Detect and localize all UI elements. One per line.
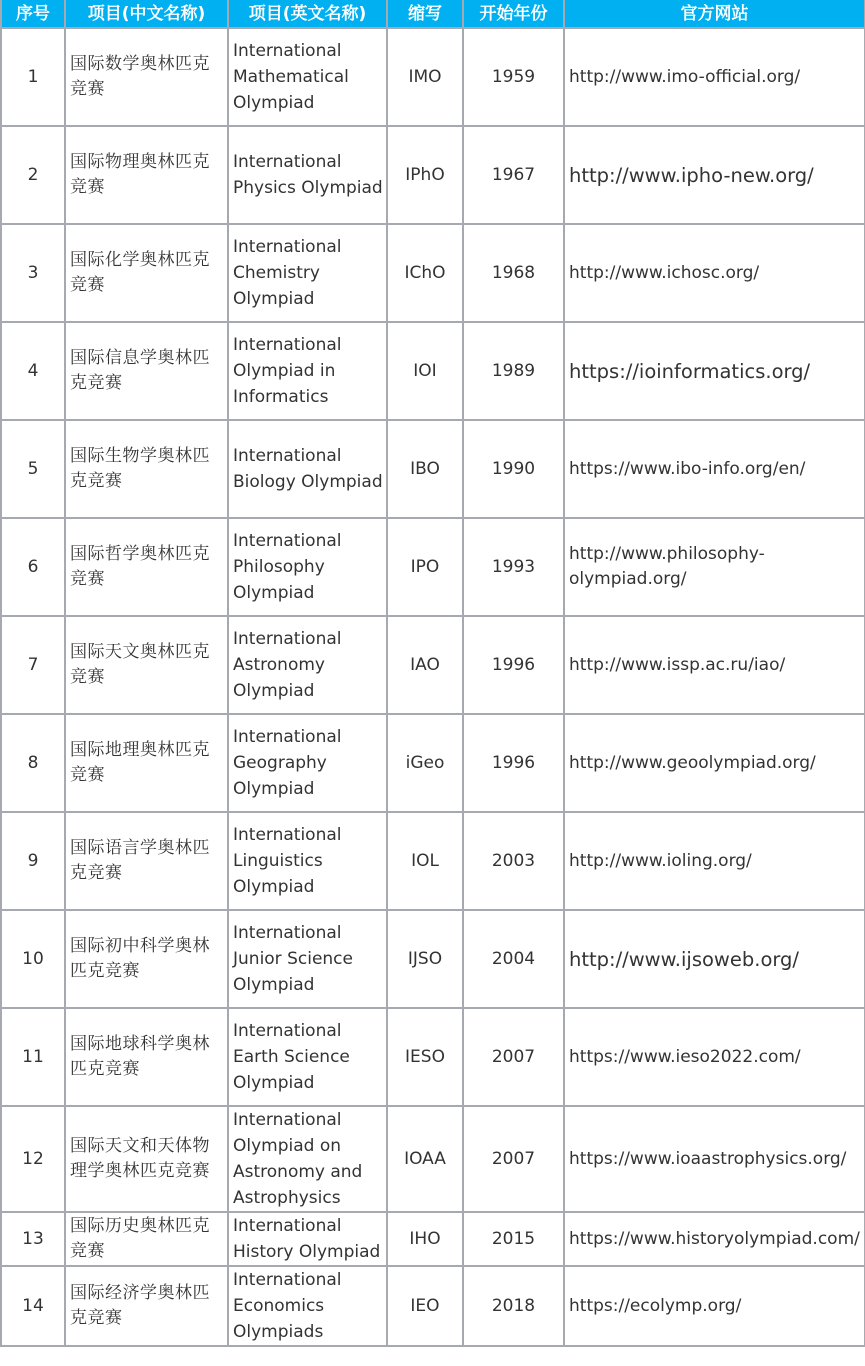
cell-chinese-name: 国际化学奥林匹克竞赛 bbox=[65, 224, 228, 322]
cell-english-name: International Mathematical Olympiad bbox=[228, 28, 387, 126]
cell-index: 10 bbox=[1, 910, 65, 1008]
cell-index: 11 bbox=[1, 1008, 65, 1106]
table-row bbox=[1, 1212, 865, 1266]
cell-website-link[interactable]: http://www.ioling.org/ bbox=[564, 812, 865, 910]
table-header-row bbox=[1, 0, 865, 28]
cell-abbreviation: IHO bbox=[387, 1212, 463, 1266]
cell-abbreviation: IOL bbox=[387, 812, 463, 910]
cell-abbreviation: IPhO bbox=[387, 126, 463, 224]
cell-chinese-name: 国际经济学奥林匹克竞赛 bbox=[65, 1266, 228, 1346]
cell-start-year: 1989 bbox=[463, 322, 564, 420]
table-row bbox=[1, 1266, 865, 1346]
cell-english-name: International Economics Olympiads bbox=[228, 1266, 387, 1346]
cell-index: 12 bbox=[1, 1106, 65, 1212]
cell-english-name: International Linguistics Olympiad bbox=[228, 812, 387, 910]
cell-start-year: 1968 bbox=[463, 224, 564, 322]
cell-start-year: 2018 bbox=[463, 1266, 564, 1346]
cell-chinese-name: 国际生物学奥林匹克竞赛 bbox=[65, 420, 228, 518]
cell-english-name: International History Olympiad bbox=[228, 1212, 387, 1266]
cell-start-year: 2007 bbox=[463, 1106, 564, 1212]
cell-chinese-name: 国际信息学奥林匹克竞赛 bbox=[65, 322, 228, 420]
cell-index: 6 bbox=[1, 518, 65, 616]
cell-chinese-name: 国际地球科学奥林匹克竞赛 bbox=[65, 1008, 228, 1106]
table-row bbox=[1, 224, 865, 322]
cell-start-year: 1996 bbox=[463, 714, 564, 812]
table-row bbox=[1, 616, 865, 714]
cell-start-year: 2015 bbox=[463, 1212, 564, 1266]
cell-chinese-name: 国际语言学奥林匹克竞赛 bbox=[65, 812, 228, 910]
cell-index: 3 bbox=[1, 224, 65, 322]
cell-website-link[interactable]: https://www.ioaastrophysics.org/ bbox=[564, 1106, 865, 1212]
cell-website-link[interactable]: http://www.philosophy-olympiad.org/ bbox=[564, 518, 865, 616]
cell-abbreviation: IEO bbox=[387, 1266, 463, 1346]
cell-english-name: International Olympiad on Astronomy and Astrophysics bbox=[228, 1106, 387, 1212]
cell-index: 2 bbox=[1, 126, 65, 224]
cell-website-link[interactable]: http://www.ipho-new.org/ bbox=[564, 126, 865, 224]
table-row bbox=[1, 420, 865, 518]
cell-chinese-name: 国际初中科学奥林匹克竞赛 bbox=[65, 910, 228, 1008]
table-row bbox=[1, 126, 865, 224]
cell-english-name: International Philosophy Olympiad bbox=[228, 518, 387, 616]
table-row bbox=[1, 714, 865, 812]
cell-index: 14 bbox=[1, 1266, 65, 1346]
cell-english-name: International Junior Science Olympiad bbox=[228, 910, 387, 1008]
cell-start-year: 1959 bbox=[463, 28, 564, 126]
cell-chinese-name: 国际数学奥林匹克竞赛 bbox=[65, 28, 228, 126]
cell-chinese-name: 国际天文和天体物理学奥林匹克竞赛 bbox=[65, 1106, 228, 1212]
cell-index: 5 bbox=[1, 420, 65, 518]
cell-chinese-name: 国际历史奥林匹克竞赛 bbox=[65, 1212, 228, 1266]
table-row bbox=[1, 28, 865, 126]
header-english-name: 项目(英文名称) bbox=[228, 0, 387, 28]
cell-abbreviation: IOAA bbox=[387, 1106, 463, 1212]
cell-abbreviation: IAO bbox=[387, 616, 463, 714]
cell-abbreviation: IPO bbox=[387, 518, 463, 616]
cell-english-name: International Olympiad in Informatics bbox=[228, 322, 387, 420]
cell-english-name: International Earth Science Olympiad bbox=[228, 1008, 387, 1106]
cell-english-name: International Physics Olympiad bbox=[228, 126, 387, 224]
cell-start-year: 1993 bbox=[463, 518, 564, 616]
cell-chinese-name: 国际哲学奥林匹克竞赛 bbox=[65, 518, 228, 616]
cell-start-year: 2007 bbox=[463, 1008, 564, 1106]
cell-chinese-name: 国际地理奥林匹克竞赛 bbox=[65, 714, 228, 812]
cell-chinese-name: 国际物理奥林匹克竞赛 bbox=[65, 126, 228, 224]
cell-website-link[interactable]: https://www.ieso2022.com/ bbox=[564, 1008, 865, 1106]
cell-website-link[interactable]: https://ioinformatics.org/ bbox=[564, 322, 865, 420]
cell-english-name: International Chemistry Olympiad bbox=[228, 224, 387, 322]
table-row bbox=[1, 910, 865, 1008]
cell-website-link[interactable]: https://www.ibo-info.org/en/ bbox=[564, 420, 865, 518]
header-index: 序号 bbox=[1, 0, 65, 28]
header-start-year: 开始年份 bbox=[463, 0, 564, 28]
cell-abbreviation: iGeo bbox=[387, 714, 463, 812]
cell-website-link[interactable]: https://www.historyolympiad.com/ bbox=[564, 1212, 865, 1266]
header-chinese-name: 项目(中文名称) bbox=[65, 0, 228, 28]
cell-english-name: International Geography Olympiad bbox=[228, 714, 387, 812]
cell-index: 1 bbox=[1, 28, 65, 126]
cell-abbreviation: IOI bbox=[387, 322, 463, 420]
cell-website-link[interactable]: http://www.ichosc.org/ bbox=[564, 224, 865, 322]
cell-start-year: 1967 bbox=[463, 126, 564, 224]
header-abbreviation: 缩写 bbox=[387, 0, 463, 28]
cell-abbreviation: IMO bbox=[387, 28, 463, 126]
cell-website-link[interactable]: http://www.ijsoweb.org/ bbox=[564, 910, 865, 1008]
table-row bbox=[1, 518, 865, 616]
cell-abbreviation: IESO bbox=[387, 1008, 463, 1106]
cell-start-year: 1990 bbox=[463, 420, 564, 518]
cell-website-link[interactable]: http://www.imo-official.org/ bbox=[564, 28, 865, 126]
table-row bbox=[1, 322, 865, 420]
cell-index: 7 bbox=[1, 616, 65, 714]
table-row bbox=[1, 1008, 865, 1106]
cell-abbreviation: IChO bbox=[387, 224, 463, 322]
cell-index: 8 bbox=[1, 714, 65, 812]
cell-website-link[interactable]: https://ecolymp.org/ bbox=[564, 1266, 865, 1346]
table-row bbox=[1, 812, 865, 910]
cell-chinese-name: 国际天文奥林匹克竞赛 bbox=[65, 616, 228, 714]
cell-index: 4 bbox=[1, 322, 65, 420]
table-row bbox=[1, 1106, 865, 1212]
cell-abbreviation: IBO bbox=[387, 420, 463, 518]
cell-abbreviation: IJSO bbox=[387, 910, 463, 1008]
cell-start-year: 1996 bbox=[463, 616, 564, 714]
cell-website-link[interactable]: http://www.geoolympiad.org/ bbox=[564, 714, 865, 812]
cell-start-year: 2003 bbox=[463, 812, 564, 910]
header-official-website: 官方网站 bbox=[564, 0, 865, 28]
cell-english-name: International Astronomy Olympiad bbox=[228, 616, 387, 714]
cell-index: 13 bbox=[1, 1212, 65, 1266]
cell-start-year: 2004 bbox=[463, 910, 564, 1008]
cell-website-link[interactable]: http://www.issp.ac.ru/iao/ bbox=[564, 616, 865, 714]
cell-index: 9 bbox=[1, 812, 65, 910]
cell-english-name: International Biology Olympiad bbox=[228, 420, 387, 518]
